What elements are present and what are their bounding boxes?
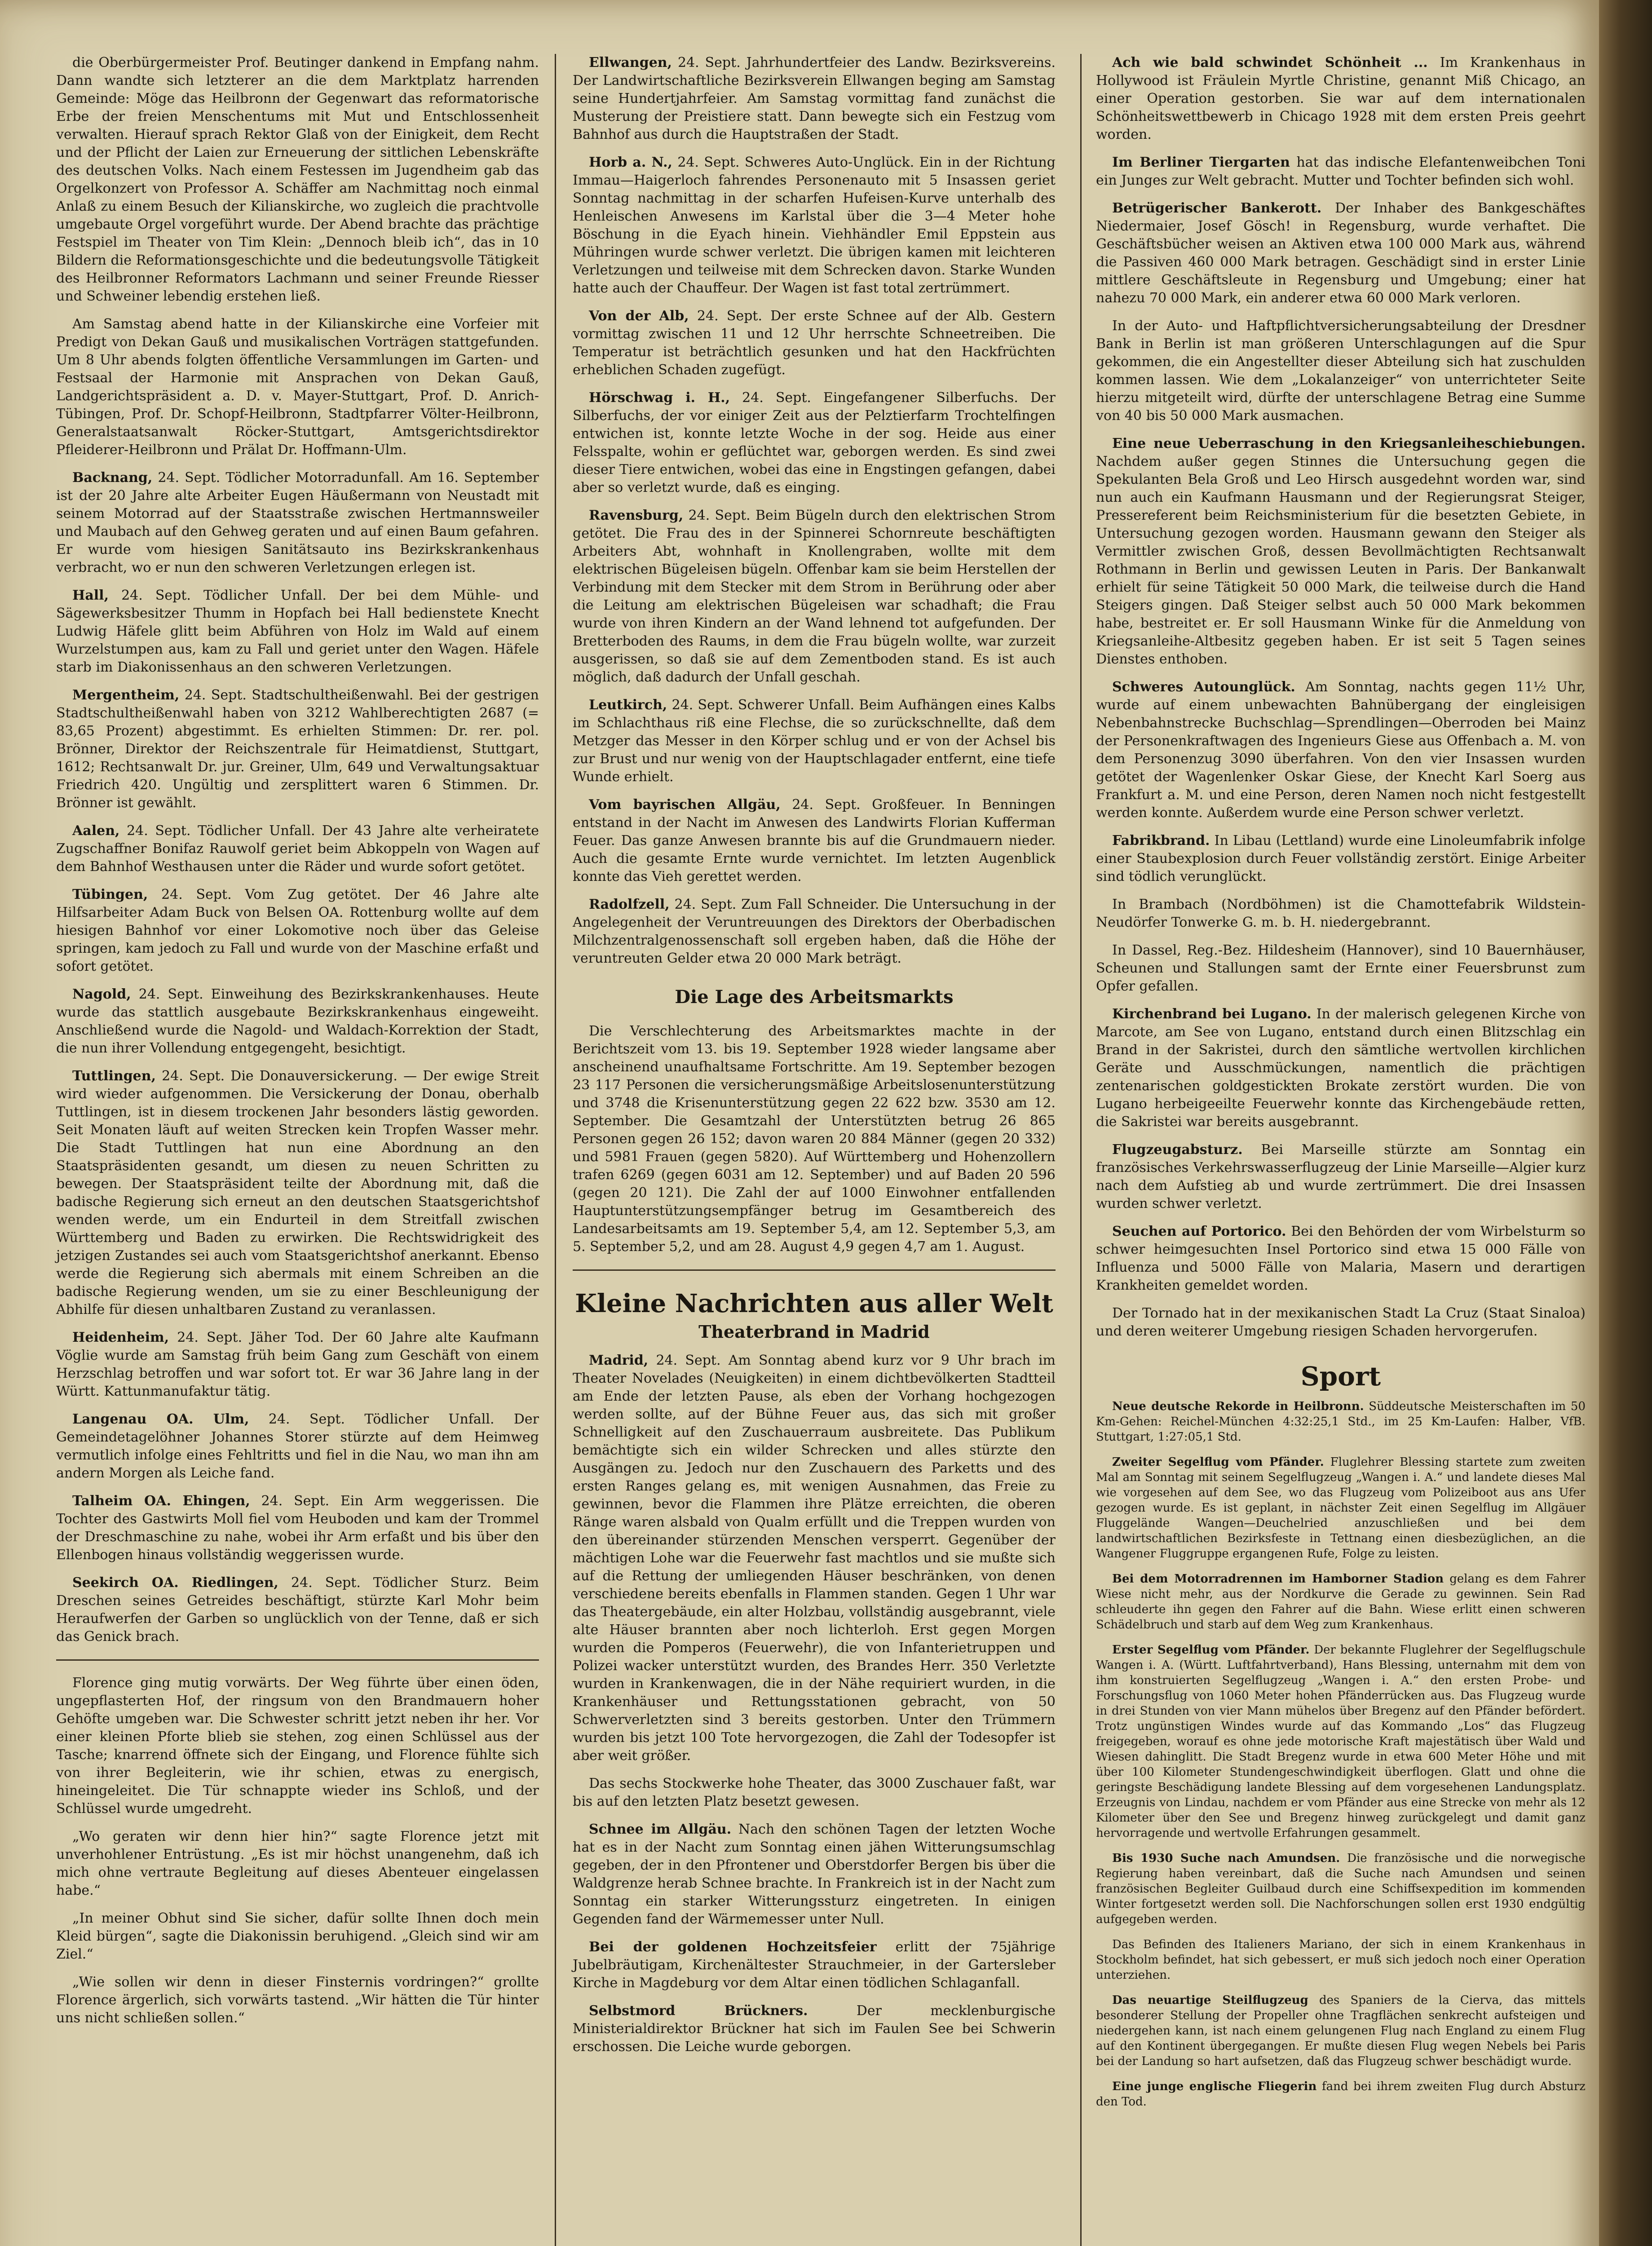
dateline: Schnee im Allgäu. <box>589 1822 732 1837</box>
news-text: 24. Sept. Am Sonntag abend kurz vor 9 Uhr brach im Theater Novelades (Neuigkeiten) in einem dichtbevölkerten Stadtteil am Ende der letzten Pause, als eben der Vorhang hochgezogen werden sollte, auf der Bühne Feuer aus, das sich mit großer Schnelligkeit auf den Zuschauerraum ausbreitete. Das Publikum bemächtigte sich ein wilder Schrecken und alles stürzte den Ausgängen zu. Jedoch nur den Zuschauern des Parketts und des ersten Ranges gelang es, mit wenigen Ausnahmen, das Freie zu gewinnen, bevor die Flammen ihre Plätze erreichten, die oberen Ränge waren alsbald von Qualm erfüllt und die Treppen wurden von den übereinander stürzenden Menschen versperrt. Gegenüber der mächtigen Lohe war die Feuerwehr fast machtlos und sie mußte sich auf die Rettung der umliegenden Häuser beschränken, von denen verschiedene bereits ebenfalls in Flammen standen. Gegen 1 Uhr war das Theatergebäude, ein alter Holzbau, vollständig ausgebrannt, viele alte Häuser brannten aber noch lichterloh. Erst gegen Morgen wurden die Pomperos (Feuerwehr), die von Infanterietruppen und Polizei wacker unterstützt wurden, des Brandes Herr. 350 Verletzte wurden in Krankenwagen, die in der Nähe requiriert wurden, in die Krankenhäuser und Rettungsstationen gebracht, von 50 Schwerverletzten sind 3 bereits gestorben. Unter den Trümmern wurden bis jetzt 100 Tote hervorgezogen, die Zahl der Todesopfer ist aber weit größer. <box>573 1353 1056 1764</box>
dateline: Fabrikbrand. <box>1112 833 1210 849</box>
news-text: 24. Sept. Die Donauversickerung. — Der ewige Streit wird wieder aufgenommen. Die Versickerung der Donau, oberhalb Tuttlingen, ist in diesem trockenen Jahr besonders lästig geworden. Seit Monaten läuft auf weiten Strecken kein Tropfen Wasser mehr. Die Stadt Tuttlingen hat nun eine Abordnung an den Staatspräsidenten gesandt, um diesen zu neuen Schritten zu bewegen. Der Staatspräsident teilte der Abordnung mit, daß die badische Regierung sich erneut an den deutschen Staatsgerichtshof wenden werde, um ein Endurteil in dem Streitfall zwischen Württemberg und Baden zu erwirken. Die Rechtswidrigkeit des jetzigen Zustandes sei auch vom Staatsgerichtshof anerkannt. Ebenso werde die Regierung sich abermals mit einem Schreiben an die badische Regierung wenden, um sie zu einer Beschleunigung der Abhilfe für diesen unhaltbaren Zustand zu veranlassen. <box>56 1068 539 1318</box>
news-item <box>56 1329 539 1401</box>
sport-item <box>1096 1851 1586 1927</box>
news-item <box>1096 199 1586 307</box>
sport-headline: Zweiter Segelflug vom Pfänder. <box>1112 1455 1324 1469</box>
dateline: Langenau OA. Ulm, <box>72 1411 249 1427</box>
news-item <box>56 1410 539 1482</box>
page-section-title: Kleine Nachrichten aus aller Welt <box>575 1289 1053 1318</box>
dateline: Vom bayrischen Allgäu, <box>589 797 781 813</box>
news-item <box>56 469 539 577</box>
section-divider <box>573 1269 1056 1271</box>
news-item <box>573 1938 1056 1992</box>
serial-paragraph: „Wo geraten wir denn hier hin?“ sagte Florence jetzt mit unverhohlener Entrüstung. „Es ist mir höchst unangenehm, daß ich mich ohne vertraute Begleitung auf dieses Abenteuer eingelassen habe.“ <box>56 1829 539 1898</box>
sport-headline: Eine junge englische Fliegerin <box>1112 2080 1317 2093</box>
sport-text: Der bekannte Fluglehrer der Segelflugschule Wangen i. A. (Württ. Luftfahrtverband), Hans Blessing, unternahm mit dem von ihm konstruierten Segelflugzeug „Wangen i. A.“ den ersten Probe- und Forschungsflug von 1060 Meter hohen Pfänderrücken aus. Das Flugzeug wurde in drei Stunden von vier Mann mühelos über Bregenz auf den Pfänder befördert. Trotz ungünstigen Windes wurde auf das Kommando „Los“ das Flugzeug freigegeben, worauf es ohne jede motorische Kraft majestätisch über Wald und Wiesen dahinglitt. Die Stadt Bregenz wurde in etwa 600 Meter Höhe und mit über 100 Kilometer Stundengeschwindigkeit überflogen. Glatt und ohne die geringste Beschädigung landete Blessing auf dem vorgesehenen Landungsplatz. Erzeugnis von Lindau, nachdem er vom Pfänder aus eine Strecke von mehr als 12 Kilometer über den See und Bregenz hinweg zurückgelegt und damit ganz hervorragende und wertvolle Erfahrungen gesammelt. <box>1096 1643 1586 1840</box>
sport-headline: Bei dem Motorradrennen im Hamborner Stadion <box>1112 1572 1444 1586</box>
dateline: Kirchenbrand bei Lugano. <box>1112 1006 1312 1022</box>
news-text: 24. Sept. Tödlicher Sturz. Beim Dreschen seines Getreides beschäftigt, stürzte Karl Mohr beim Heraufwerfen der Garben so unglücklich von der Tenne, daß er sich das Genick brach. <box>56 1575 539 1645</box>
sport-headline: Das neuartige Steilflugzeug <box>1112 1994 1308 2007</box>
dateline: Hall, <box>72 588 109 603</box>
news-item <box>56 587 539 676</box>
dateline: Ravensburg, <box>589 508 684 523</box>
sport-text: Die französische und die norwegische Regierung haben vereinbart, daß die Suche nach Amundsen und seinen französischen Begleiter Guilbaud durch eine Schiffsexpedition im kommenden Winter fortgesetzt werden soll. Die Nachforschungen sollen erst 1930 endgültig aufgegeben werden. <box>1096 1852 1586 1926</box>
serial-paragraph: Florence ging mutig vorwärts. Der Weg führte über einen öden, ungepflasterten Hof, der ringsum von den Brandmauern hoher Gehöfte umgeben war. Die Schwester schritt jetzt neben ihr her. Vor einer kleinen Pforte blieb sie stehen, zog einen Schlüssel aus der Tasche; knarrend öffnete sich der Eingang, und Florence fühlte sich von ihrer Begleiterin, wie ihr schien, etwas zu energisch, hineingeleitet. Die Tür schnappte wieder ins Schloß, und der Schlüssel wurde umgedreht. <box>56 1675 539 1817</box>
sport-section-title: Sport <box>1300 1361 1381 1392</box>
news-text: 24. Sept. Jahrhundertfeier des Landw. Bezirksvereins. Der Landwirtschaftliche Bezirksverein Ellwangen beging am Samstag seine Hundertjahrfeier. Am Samstag vormittag fand zunächst die Musterung der Preistiere statt. Dann bewegte sich ein Festzug vom Bahnhof aus durch die Hauptstraßen der Stadt. <box>573 55 1056 142</box>
dateline: Aalen, <box>72 823 120 839</box>
news-text: 24. Sept. Der erste Schnee auf der Alb. Gestern vormittag zwischen 11 und 12 Uhr herrschte Schneetreiben. Die Temperatur ist beträchtlich gesunken und hat den Hackfrüchten erheblichen Schaden zugefügt. <box>573 308 1056 378</box>
news-item <box>1096 154 1586 190</box>
sport-text: des Spaniers de la Cierva, das mittels besonderer Stellung der Propeller ohne Tragflächen senkrecht aufsteigen und niedergehen kann, ist nach einem gelungenen Flug nach England zu einem Flug auf den Kontinent übergegangen. Er mußte diesen Flug wegen Nebels bei Paris bei der Landung so hart aufsetzen, daß das Flugzeug schwer beschädigt wurde. <box>1096 1994 1586 2068</box>
news-text: 24. Sept. Tödlicher Unfall. Der bei dem Mühle- und Sägewerksbesitzer Thumm in Hopfach bei Hall bedienstete Knecht Ludwig Häfele glitt beim Abführen von Holz im Wald auf einem Wurzelstumpen aus, kam zu Fall und geriet unter den Wagen. Häfele starb im Diakonissenhaus an den schweren Verletzungen. <box>56 588 539 675</box>
sport-text: fand bei ihrem zweiten Flug durch Absturz den Tod. <box>1096 2080 1586 2109</box>
dateline: Heidenheim, <box>72 1330 169 1345</box>
dateline: Ach wie bald schwindet Schönheit ... <box>1112 55 1428 71</box>
news-text: Am Sonntag, nachts gegen 11½ Uhr, wurde auf einem unbewachten Bahnübergang der eingleisigen Nebenbahnstrecke Buchschlag—Sprendlingen—Oberroden bei Mainz der Personenkraftwagen des Ingenieurs Giese aus Offenbach a. M. von dem Personenzug 3090 überfahren. Von den vier Insassen wurden getötet der Wagenlenker Oskar Giese, der Knecht Karl Soerg aus Frankfurt a. M. und eine Person, deren Namen noch nicht festgestellt werden konnte. Außerdem wurde eine Person schwer verletzt. <box>1096 679 1586 821</box>
news-text: 24. Sept. Tödlicher Motorradunfall. Am 16. September ist der 20 Jahre alte Arbeiter Eugen Häußermann von Neustadt mit seinem Motorrad auf der Staatsstraße zwischen Hertmannsweiler und Maubach auf den Gehweg geraten und auf einen Baum gefahren. Er wurde vom hiesigen Sanitätsauto ins Bezirkskrankenhaus verbracht, wo er nun den schweren Verletzungen erlegen ist. <box>56 470 539 575</box>
news-item <box>573 54 1056 144</box>
dateline: Leutkirch, <box>589 697 667 713</box>
column-rule <box>555 54 556 2246</box>
article-paragraph: Der Tornado hat in der mexikanischen Stadt La Cruz (Staat Sinaloa) und deren weiterer Umgebung riesigen Schaden hervorgerufen. <box>1096 1305 1586 1339</box>
news-text: 24. Sept. Stadtschultheißenwahl. Bei der gestrigen Stadtschultheißenwahl haben von 3212 Wahlberechtigten 2687 (= 83,65 Prozent) abgestimmt. Es erhielten Stimmen: Dr. rer. pol. Brönner, Direktor der Reichszentrale für Heimatdienst, Stuttgart, 1612; Rechtsanwalt Dr. jur. Greiner, Ulm, 649 und Verwaltungsaktuar Friedrich 420. Ungültig und zersplittert waren 6 Stimmen. Dr. Brönner ist gewählt. <box>56 687 539 811</box>
dateline: Bei der goldenen Hochzeitsfeier <box>589 1939 877 1955</box>
news-item <box>573 307 1056 379</box>
sport-text: Süddeutsche Meisterschaften im 50 Km-Gehen: Reichel-München 4:32:25,1 Std., im 25 Km-Laufen: Halber, VfB. Stuttgart, 1:27:05,1 Std. <box>1096 1400 1586 1444</box>
news-item <box>56 986 539 1057</box>
dateline: Eine neue Ueberraschung in den Kriegsanleiheschiebungen. <box>1112 436 1586 451</box>
article-paragraph: In Brambach (Nordböhmen) ist die Chamottefabrik Wildstein-Neudörfer Tonwerke G. m. b. H. niedergebrannt. <box>1096 897 1586 930</box>
dateline: Im Berliner Tiergarten <box>1112 155 1290 170</box>
column-3 <box>1096 54 1586 2119</box>
news-item <box>56 1574 539 1646</box>
sport-paragraph: Das Befinden des Italieners Mariano, der sich in einem Krankenhaus in Stockholm befindet, hat sich gebessert, er muß sich jedoch noch einer Operation unterziehen. <box>1096 1938 1586 1982</box>
news-item <box>1096 1005 1586 1131</box>
sport-item <box>1096 1642 1586 1841</box>
news-text: 24. Sept. Vom Zug getötet. Der 46 Jahre alte Hilfsarbeiter Adam Buck von Belsen OA. Rottenburg wollte auf dem hiesigen Bahnhof vor einer Lokomotive noch über das Geleise springen, kam jedoch zu Fall und wurde von der Maschine erfaßt und sofort getötet. <box>56 887 539 974</box>
section-divider <box>56 1659 539 1661</box>
news-item <box>1096 1223 1586 1295</box>
news-text: In der malerisch gelegenen Kirche von Marcote, am See von Lugano, entstand durch einen Blitzschlag ein Brand in der Sakristei, durch den sämtliche wertvollen kirchlichen Geräte und Ausschmückungen, namentlich die prächtigen zentenarischen goldgestickten Brokate zerstört wurden. Die von Lugano herbeigeeilte Feuerwehr konnte das Kirchengebäude retten, die Sakristei war bereits ausgebrannt. <box>1096 1006 1586 1130</box>
news-text: Nach den schönen Tagen der letzten Woche hat es in der Nacht zum Sonntag einen jähen Witterungsumschlag gegeben, der in den Pfrontener und Oberstdorfer Bergen bis über die Waldgrenze herab Schnee brachte. In Frankreich ist in der Nacht zum Sonntag ein starker Witterungssturz eingetreten. In einigen Gegenden fand der Wärmemesser unter Null. <box>573 1822 1056 1927</box>
news-item <box>573 2002 1056 2056</box>
news-text: Der mecklenburgische Ministerialdirektor Brückner hat sich im Faulen See bei Schwerin erschossen. Die Leiche wurde geborgen. <box>573 2003 1056 2055</box>
news-item <box>56 1492 539 1564</box>
news-item <box>573 389 1056 497</box>
sport-text: Fluglehrer Blessing startete zum zweiten Mal am Sonntag mit seinem Segelflugzeug „Wangen i. A.“ und landete dieses Mal wie vorgesehen auf dem See, wo das Flugzeug vom Polizeiboot aus ans Ufer gezogen wurde. Es ist geplant, in nächster Zeit einen Segelflug im Allgäuer Fluggelände Wangen—Deuchelried anzuschließen und bei dem landwirtschaftlichen Bezirksfeste in Tettnang einen diesbezüglichen, an die Wangener Fluggruppe ergangenen Rufe, Folge zu leisten. <box>1096 1455 1586 1561</box>
news-text: 24. Sept. Zum Fall Schneider. Die Untersuchung in der Angelegenheit der Veruntreuungen des Direktors der Oberbadischen Milchzentralgenossenschaft soll ergeben haben, daß die Höhe der veruntreuten Gelder etwa 20 000 Mark beträgt. <box>573 897 1056 966</box>
news-text: Im Krankenhaus in Hollywood ist Fräulein Myrtle Christine, genannt Miß Chicago, an einer Operation gestorben. Sie war auf dem internationalen Schönheitswettbewerb in Chicago 1928 mit dem ersten Preis geehrt worden. <box>1096 55 1586 142</box>
dateline: Von der Alb, <box>589 308 689 324</box>
news-text: erlitt der 75jährige Jubelbräutigam, Kirchenältester Strauchmeier, in der Gartersleber Kirche in Magdeburg vor dem Altar einen tödlichen Schlaganfall. <box>573 1939 1056 1991</box>
news-item <box>573 154 1056 297</box>
news-text: In Libau (Lettland) wurde eine Linoleumfabrik infolge einer Staubexplosion durch Feuer vollständig zerstört. Einige Arbeiter sind tödlich verunglückt. <box>1096 833 1586 884</box>
column-rule <box>1080 54 1082 2246</box>
news-item <box>56 822 539 876</box>
news-text: Nachdem außer gegen Stinnes die Untersuchung gegen die Spekulanten Bela Groß und Leo Hirsch ausgedehnt worden war, sind nun auch ein Kaufmann Hausmann und der Regierungsrat Steiger, Pressereferent beim Reichsministerium für die besetzten Gebiete, in Untersuchung gezogen worden. Hausmann gewann den Steiger als Vermittler zwischen Groß, dessen Bevollmächtigten Rechtsanwalt Rothmann in Berlin und gewissen Leuten in Paris. Der Bankanwalt erhielt für seine Tätigkeit 50 000 Mark, die teilweise durch die Hand Steigers gingen. Daß Steiger selbst auch 50 000 Mark bekommen habe, bestreitet er. Er soll Hausmann Winke für die Anmeldung von Kriegsanleihe-Altbesitz gegeben haben. Er ist seit 5 Tagen seines Dienstes enthoben. <box>1096 454 1586 667</box>
sport-headline: Erster Segelflug vom Pfänder. <box>1112 1643 1310 1657</box>
news-text: 24. Sept. Tödlicher Unfall. Der 43 Jahre alte verheiratete Zugschaffner Bonifaz Rauwolf geriet beim Abkoppeln von Wagen auf dem Bahnhof Westhausen unter die Räder und wurde sofort getötet. <box>56 823 539 875</box>
news-text: 24. Sept. Jäher Tod. Der 60 Jahre alte Kaufmann Vöglie wurde am Samstag früh beim Gang zum Geschäft von einem Herzschlag betroffen und war sofort tot. Er war 36 Jahre lang in der Württ. Kattunmanufaktur tätig. <box>56 1330 539 1399</box>
article-heading: Theaterbrand in Madrid <box>698 1322 930 1342</box>
article-paragraph: die Oberbürgermeister Prof. Beutinger dankend in Empfang nahm. Dann wandte sich letzterer an die dem Marktplatz harrenden Gemeinde: Möge das Heilbronn der Gegenwart das reformatorische Erbe der freien Menschentums mit Mut und Entschlossenheit verwalten. Hierauf sprach Rektor Glaß von der Einigkeit, dem Recht und der Pflicht der Laien zur Erneuerung der sittlichen Lebenskräfte des deutschen Volks. Nach einem Festessen im Jugendheim gab das Orgelkonzert von Professor A. Schäffer am Nachmittag noch einmal Anlaß zu einem Besuch der Kilianskirche, wo zugleich die prachtvolle umgebaute Orgel vorgeführt wurde. Der Abend brachte das prächtige Festspiel im Theater von Tim Klein: „Dennoch bleib ich“, das in 10 Bildern die Reformationsgeschichte und die bedeutungsvolle Tätigkeit des Heilbronner Reformators Lachmann und seiner Freunde Riesser und Schweiner lebendig erstehen ließ. <box>56 55 539 304</box>
news-text: Bei den Behörden der vom Wirbelsturm so schwer heimgesuchten Insel Portorico sind etwa 15 000 Fälle von Influenza und 5000 Fälle von Malaria, Masern und derartigen Krankheiten gemeldet worden. <box>1096 1224 1586 1293</box>
serial-paragraph: „In meiner Obhut sind Sie sicher, dafür sollte Ihnen doch mein Kleid bürgen“, sagte die Diakonissin beruhigend. „Gleich sind wir am Ziel.“ <box>56 1910 539 1962</box>
news-text: 24. Sept. Eingefangener Silberfuchs. Der Silberfuchs, der vor einiger Zeit aus der Pelztierfarm Trochtelfingen entwichen ist, konnte letzte Woche in der sog. Heide aus einer Felsspalte, wohin er geflüchtet war, geborgen werden. Es sind zwei dieser Tiere entwichen, wobei das eine in Engstingen gefangen, dabei aber so verletzt wurde, daß es einging. <box>573 390 1056 495</box>
dateline: Seekirch OA. Riedlingen, <box>72 1575 278 1591</box>
column-1 <box>56 54 539 2037</box>
dateline: Talheim OA. Ehingen, <box>72 1493 250 1509</box>
article-paragraph: Die Verschlechterung des Arbeitsmarktes machte in der Berichtszeit vom 13. bis 19. September 1928 wieder langsame aber anscheinend unaufhaltsame Fortschritte. Am 19. September bezogen 23 117 Personen die versicherungsmäßige Arbeitslosenunterstützung und 3748 die Krisenunterstützung gegen 22 622 bzw. 3530 am 12. September. Die Gesamtzahl der Unterstützten betrug 26 865 Personen gegen 26 152; davon waren 20 884 Männer (gegen 20 332) und 5981 Frauen (gegen 5820). Auf Württemberg und Hohenzollern trafen 6269 (gegen 6031 am 12. September) und auf Baden 20 596 (gegen 20 121). Die Zahl der auf 1000 Einwohner entfallenden Hauptunterstützungsempfänger betrug im Gesamtbereich des Landesarbeitsamts am 19. September 5,4, am 12. September 5,3, am 5. September 5,2, und am 28. August 4,9 gegen 4,7 am 1. August. <box>573 1023 1056 1255</box>
news-text: Bei Marseille stürzte am Sonntag ein französisches Verkehrswasserflugzeug der Linie Marseille—Algier kurz nach dem Aufstieg ab und wurde zertrümmert. Die drei Insassen wurden schwer verletzt. <box>1096 1142 1586 1211</box>
section-heading: Die Lage des Arbeitsmarkts <box>675 986 954 1008</box>
news-item <box>1096 54 1586 144</box>
article-paragraph: Das sechs Stockwerke hohe Theater, das 3000 Zuschauer faßt, war bis auf den letzten Platz besetzt gewesen. <box>573 1776 1056 1809</box>
news-item <box>1096 435 1586 668</box>
news-item <box>573 507 1056 686</box>
dateline: Mergentheim, <box>72 687 180 703</box>
dateline: Ellwangen, <box>589 55 672 71</box>
news-item <box>573 1352 1056 1765</box>
article-paragraph: Am Samstag abend hatte in der Kilianskirche eine Vorfeier mit Predigt von Dekan Gauß und musikalischen Vorträgen stattgefunden. Um 8 Uhr abends folgten öffentliche Versammlungen im Garten- und Festsaal der Harmonie mit Ansprachen von Dekan Gauß, Landgerichtspräsident a. D. v. Mayer-Stuttgart, Prof. D. Anrich-Tübingen, Prof. Dr. Schopf-Heilbronn, Stadtpfarrer Völter-Heilbronn, Generalstaatsanwalt Röcker-Stuttgart, Amtsgerichtsdirektor Pfleiderer-Heilbronn und Prälat Dr. Hoffmann-Ulm. <box>56 316 539 458</box>
news-item <box>1096 832 1586 886</box>
news-item <box>56 1067 539 1319</box>
news-text: 24. Sept. Schwerer Unfall. Beim Aufhängen eines Kalbs im Schlachthaus riß eine Flechse, die so zurückschnellte, daß dem Metzger das Messer in den Körper schlug und er von der Achsel bis zur Brust und nur wenig von der Hauptschlagader entfernt, eine tiefe Wunde erhielt. <box>573 697 1056 785</box>
news-item <box>573 896 1056 968</box>
news-text: 24. Sept. Beim Bügeln durch den elektrischen Strom getötet. Die Frau des in der Spinnerei Schornreute beschäftigten Arbeiters Abt, wohnhaft in Knollengraben, wollte mit dem elektrischen Bügeleisen bügeln. Offenbar kam sie beim Herstellen der Verbindung mit dem Stecker mit dem Strom in Berührung oder aber die Leitung am elektrischen Bügeleisen war schadhaft; die Frau wurde von ihren Kindern an der Wand lehnend tot aufgefunden. Der Bretterboden des Raums, in dem die Frau bügeln wollte, war zurzeit ausgerissen, so daß sie auf dem Zementboden stand. Es ist auch möglich, daß dadurch der Unfall geschah. <box>573 508 1056 685</box>
dateline: Hörschwag i. H., <box>589 390 730 406</box>
dateline: Nagold, <box>72 986 131 1002</box>
news-text: 24. Sept. Großfeuer. In Benningen entstand in der Nacht im Anwesen des Landwirts Florian Kufferman Feuer. Das ganze Anwesen brannte bis auf die Grundmauern nieder. Auch die gesamte Ernte wurde vernichtet. Im letzten Augenblick konnte das Vieh gerettet werden. <box>573 797 1056 884</box>
news-item <box>56 686 539 812</box>
sport-headline: Bis 1930 Suche nach Amundsen. <box>1112 1852 1340 1865</box>
dateline: Madrid, <box>589 1353 649 1368</box>
dateline: Schweres Autounglück. <box>1112 679 1295 695</box>
news-text: 24. Sept. Ein Arm weggerissen. Die Tochter des Gastwirts Moll fiel vom Heuboden und kam der Trommel der Dreschmaschine zu nahe, wobei ihr Arm erfaßt und bis über den Ellenbogen hinaus vollständig weggerissen wurde. <box>56 1493 539 1563</box>
article-paragraph: In Dassel, Reg.-Bez. Hildesheim (Hannover), sind 10 Bauernhäuser, Scheunen und Stallungen samt der Ernte einer Feuersbrunst zum Opfer gefallen. <box>1096 942 1586 994</box>
sport-item <box>1096 1993 1586 2069</box>
news-text: Der Inhaber des Bankgeschäftes Niedermaier, Josef Gösch! in Regensburg, wurde verhaftet. Die Geschäftsbücher weisen an Aktiven etwa 100 000 Mark aus, während die Passiven 460 000 Mark betragen. Geschädigt sind in erster Linie mittlere Geschäftsleute in Regensburg und Umgebung; einer hat nahezu 70 000 Mark, ein anderer etwa 60 000 Mark verloren. <box>1096 200 1586 306</box>
sport-item <box>1096 1571 1586 1632</box>
dateline: Tuttlingen, <box>72 1068 156 1084</box>
dateline: Selbstmord Brückners. <box>589 2003 808 2019</box>
dateline: Backnang, <box>72 470 153 486</box>
news-text: 24. Sept. Einweihung des Bezirkskrankenhauses. Heute wurde das stattlich ausgebaute Bezirkskrankenhaus eingeweiht. Anschließend wurde die Nagold- und Waldach-Korrektion der Stadt, die nun ihrer Vollendung entgegengeht, besichtigt. <box>56 986 539 1056</box>
news-text: 24. Sept. Schweres Auto-Unglück. Ein in der Richtung Immau—Haigerloch fahrendes Personenauto mit 5 Insassen geriet Sonntag nachmittag in der scharfen Hufeisen-Kurve unterhalb des Henleischen Anwesens im Karlstal über die 3—4 Meter hohe Böschung in die Eyach hinein. Viehhändler Emil Eppstein aus Mühringen wurde schwer verletzt. Die übrigen kamen mit leichteren Verletzungen und teilweise mit dem Schrecken davon. Starke Wunden hatte auch der Chauffeur. Der Wagen ist fast total zertrümmert. <box>573 155 1056 296</box>
dateline: Horb a. N., <box>589 155 672 170</box>
sport-item <box>1096 1399 1586 1445</box>
sport-headline: Neue deutsche Rekorde in Heilbronn. <box>1112 1400 1364 1413</box>
dateline: Betrügerischer Bankerott. <box>1112 200 1322 216</box>
dateline: Tübingen, <box>72 887 148 902</box>
serial-paragraph: „Wie sollen wir denn in dieser Finsternis vordringen?“ grollte Florence ärgerlich, sich vorwärts tastend. „Wir hätten die Tür hinter uns nicht schließen sollen.“ <box>56 1974 539 2026</box>
news-item <box>573 696 1056 786</box>
news-item <box>1096 1141 1586 1213</box>
sport-item <box>1096 1455 1586 1561</box>
news-item <box>573 1821 1056 1928</box>
dateline: Seuchen auf Portorico. <box>1112 1224 1286 1239</box>
page-edge <box>1599 0 1652 2246</box>
news-text: 24. Sept. Tödlicher Unfall. Der Gemeindetagelöhner Johannes Storer stürzte auf dem Heimweg vermutlich infolge eines Fehltritts und fiel in die Nau, wo man ihn am andern Morgen als Leiche fand. <box>56 1411 539 1481</box>
news-item <box>573 796 1056 886</box>
dateline: Radolfzell, <box>589 897 670 912</box>
article-paragraph: In der Auto- und Haftpflichtversicherungsabteilung der Dresdner Bank in Berlin ist man größeren Unterschlagungen auf die Spur gekommen, die ein Angestellter dieser Abteilung sich hat zuschulden kommen lassen. Wie dem „Lokalanzeiger“ von unterrichteter Seite hierzu mitgeteilt wird, dürfte der unterschlagene Betrag eine Summe von 40 bis 50 000 Mark ausmachen. <box>1096 318 1586 424</box>
column-2 <box>573 54 1056 2066</box>
news-item <box>1096 678 1586 822</box>
dateline: Flugzeugabsturz. <box>1112 1142 1243 1158</box>
news-item <box>56 886 539 976</box>
news-text: hat das indische Elefantenweibchen Toni ein Junges zur Welt gebracht. Mutter und Tochter befinden sich wohl. <box>1096 155 1586 188</box>
sport-text: gelang es dem Fahrer Wiese nicht mehr, aus der Nordkurve die Gerade zu gewinnen. Sein Rad schleuderte ihn gegen den Fahrer auf die Bahn. Wiese erlitt einen schweren Schädelbruch und starb auf dem Weg zum Krankenhaus. <box>1096 1572 1586 1631</box>
sport-item <box>1096 2079 1586 2109</box>
